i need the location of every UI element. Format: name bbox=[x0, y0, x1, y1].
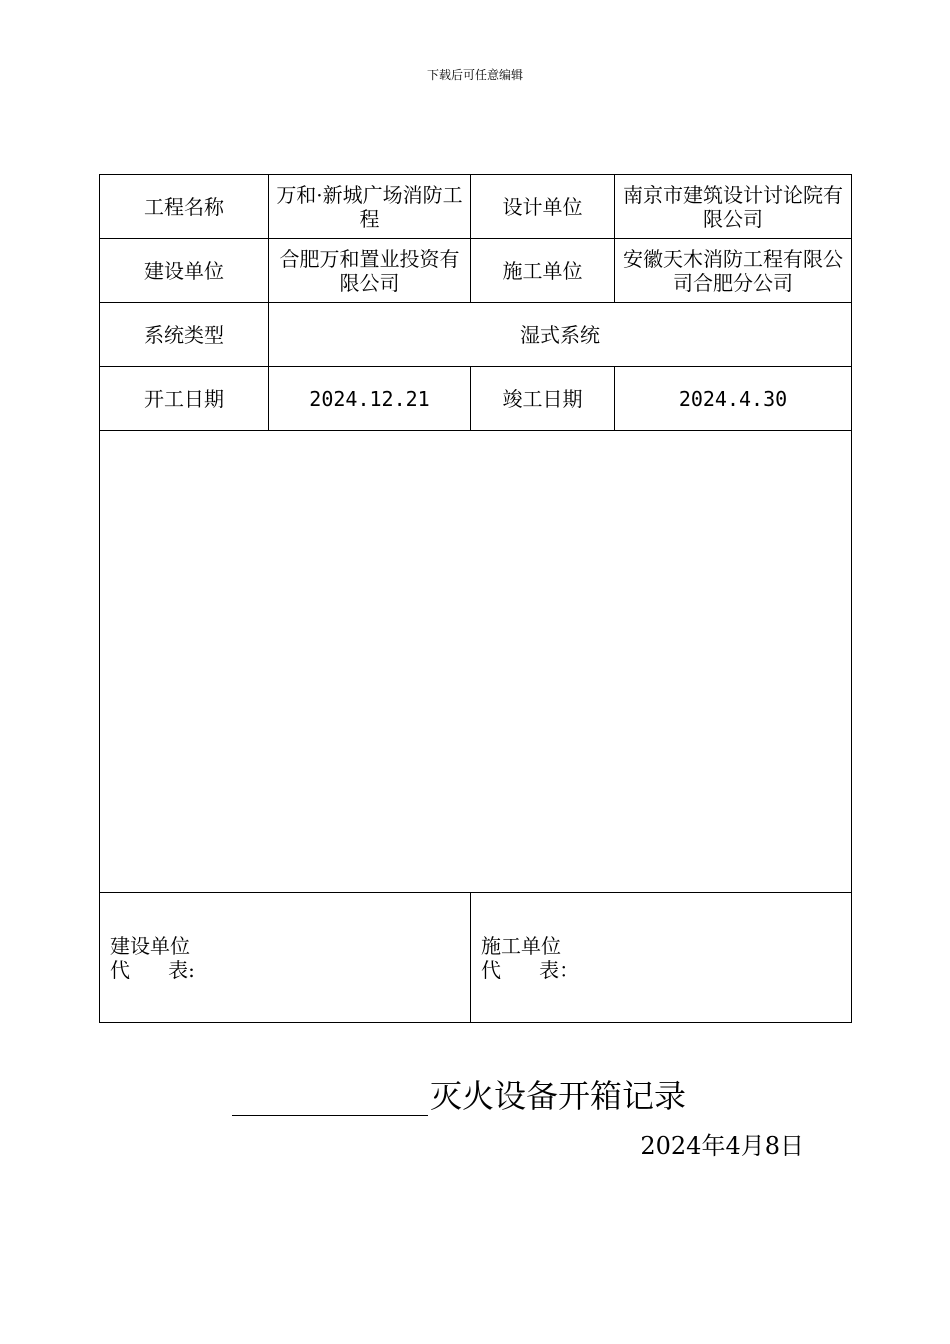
table-row bbox=[100, 239, 852, 303]
contractor-signature-cell bbox=[471, 893, 852, 1023]
system-type-label: 系统类型 bbox=[100, 303, 269, 367]
header-note: 下载后可任意编辑 bbox=[426, 68, 523, 82]
title-text: 灭火设备开箱记录 bbox=[430, 1077, 687, 1115]
owner-signature-unit: 建设单位 bbox=[110, 933, 190, 958]
table-row bbox=[100, 175, 852, 239]
start-date-value: 2024.12.21 bbox=[269, 367, 471, 431]
owner-unit-value: 合肥万和置业投资有限公司 bbox=[269, 239, 471, 303]
construction-unit-value: 安徽天木消防工程有限公司合肥分公司 bbox=[615, 239, 852, 303]
content-area bbox=[100, 431, 852, 893]
project-name-label: 工程名称 bbox=[100, 175, 269, 239]
construction-unit-label: 施工单位 bbox=[471, 239, 615, 303]
table-row bbox=[100, 431, 852, 893]
completion-date-label: 竣工日期 bbox=[471, 367, 615, 431]
contractor-signature-unit: 施工单位 bbox=[481, 933, 561, 958]
table-row bbox=[100, 367, 852, 431]
document-title bbox=[232, 1076, 686, 1116]
owner-unit-label: 建设单位 bbox=[100, 239, 269, 303]
start-date-label: 开工日期 bbox=[100, 367, 269, 431]
document-date: 2024年4月8日 bbox=[640, 1132, 804, 1160]
contractor-signature-representative: 代 表： bbox=[481, 957, 580, 982]
table-row bbox=[100, 303, 852, 367]
record-table bbox=[99, 174, 852, 1023]
design-unit-value: 南京市建筑设计讨论院有限公司 bbox=[615, 175, 852, 239]
table-row bbox=[100, 893, 852, 1023]
completion-date-value: 2024.4.30 bbox=[615, 367, 852, 431]
title-blank-line bbox=[232, 1079, 428, 1116]
design-unit-label: 设计单位 bbox=[471, 175, 615, 239]
owner-signature-cell bbox=[100, 893, 471, 1023]
system-type-value: 湿式系统 bbox=[269, 303, 852, 367]
owner-signature-representative: 代 表: bbox=[110, 957, 195, 982]
project-name-value: 万和·新城广场消防工程 bbox=[269, 175, 471, 239]
